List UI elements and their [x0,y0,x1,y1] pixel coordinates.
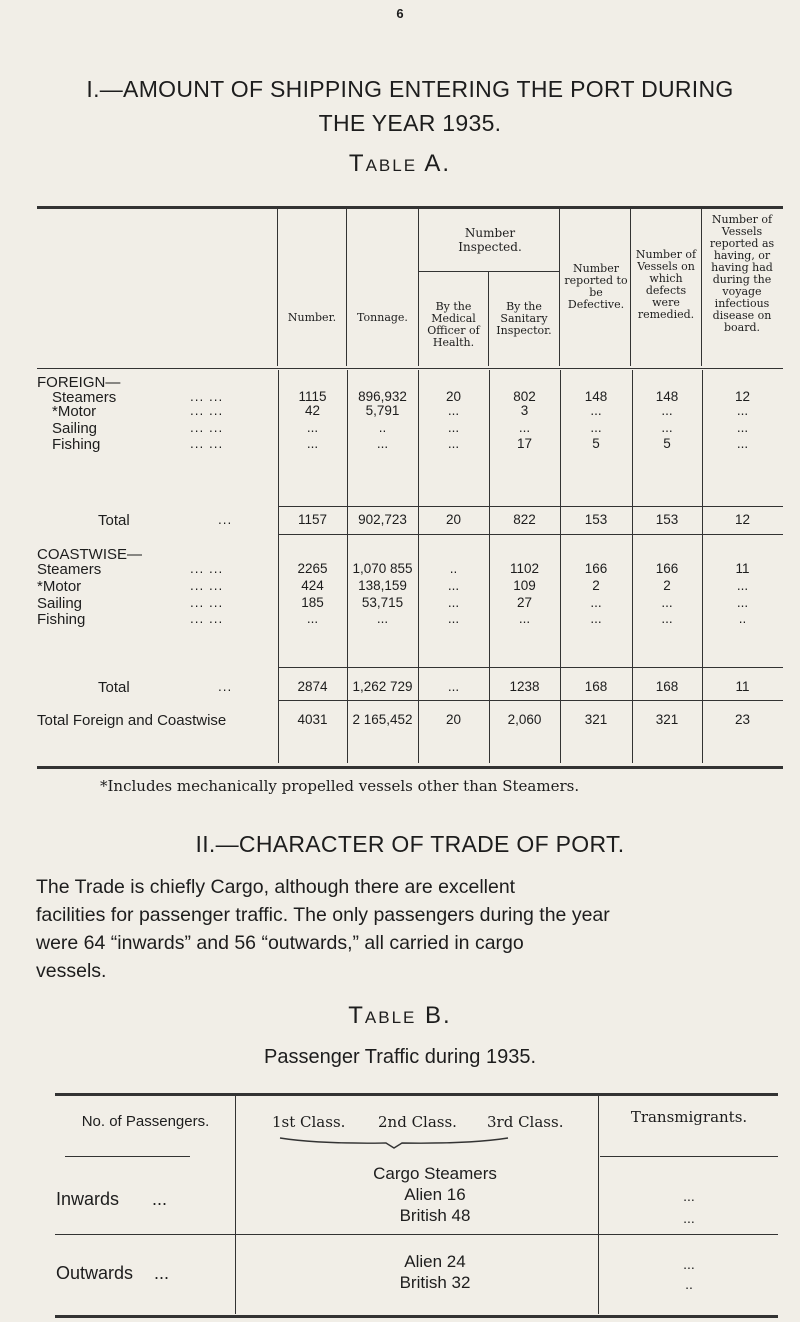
inwards-transmigrants [600,1185,778,1229]
table-cell: 168 [584,679,608,694]
outwards-transmigrants-line: .. [685,1276,693,1292]
outwards-transmigrants [600,1254,778,1294]
table-cell: ... [661,403,673,418]
table-cell: 1102 [509,561,540,576]
table-cell: ... [306,436,319,451]
table-cell: 2 165,452 [352,712,413,727]
outwards-detail-line: Alien 24 [404,1252,466,1271]
table-cell: ... [590,420,602,435]
paragraph-line: facilities for passenger traffic. The only passengers during the year [36,904,610,926]
table-cell: ... [736,595,749,610]
row-leader-dots: ... ... [190,420,224,435]
table-a-label: Table A. [348,150,452,177]
header-defects-remedied: Number of Vessels on which defects were remedied. [635,248,697,321]
header-no-of-passengers: No. of Passengers. [81,1113,210,1130]
row-leader-dots: ... ... [190,389,224,404]
header-2nd-class: 2nd Class. [378,1113,457,1131]
foreign-label: FOREIGN— [37,374,121,391]
row-label: Fishing [52,436,101,453]
row-label: Total [98,679,130,696]
class-brace [278,1135,510,1149]
inwards-detail-line: Alien 16 [404,1185,466,1204]
table-cell: ... [736,578,749,593]
table-cell: 17 [516,436,533,451]
outwards-detail [370,1251,500,1293]
inwards-transmigrants-line: ... [683,1210,695,1226]
table-cell: 153 [584,512,608,527]
row-leader-dots: ... ... [190,436,224,451]
table-cell: ... [518,420,531,435]
section-2-title: II.—CHARACTER OF TRADE OF PORT. [195,831,625,857]
table-cell: 148 [655,389,679,404]
table-cell: ... [376,436,389,451]
table-cell: 166 [655,561,679,576]
outwards-label [56,1263,169,1284]
outwards-label-text: Outwards [56,1263,134,1283]
row-leader-dots: ... ... [190,578,224,593]
table-cell: 802 [513,389,536,404]
page-number: 6 [396,6,404,21]
table-cell: 109 [513,578,536,593]
paragraph-line: The Trade is chiefly Cargo, although there are excellent [36,876,516,898]
table-cell: ... [518,611,531,626]
table-cell: 42 [304,403,321,418]
inwards-transmigrants-line: ... [683,1188,695,1204]
row-label: Sailing [37,595,83,612]
table-cell: 321 [655,712,679,727]
table-cell: 153 [655,512,679,527]
table-cell: 896,932 [358,389,407,404]
row-leader-dots: ... [218,512,233,527]
section-1-title-cont: THE YEAR 1935. [318,110,502,136]
table-cell: 1,070 855 [352,561,413,576]
table-cell: 148 [584,389,608,404]
table-cell: 5 [592,436,600,451]
table-cell: 5 [663,436,671,451]
table-cell: 1115 [298,389,327,404]
row-label: Steamers [52,389,117,406]
table-cell: 902,723 [358,512,407,527]
table-cell: ... [590,611,602,626]
table-cell: ... [306,611,319,626]
row-leader-dots: ... ... [190,561,224,576]
table-cell: 822 [513,512,536,527]
table-cell: 23 [734,712,751,727]
table-cell: 1157 [297,512,328,527]
table-cell: 2 [592,578,600,593]
header-1st-class: 1st Class. [272,1113,346,1131]
table-cell: ... [376,611,389,626]
table-cell: .. [738,611,747,626]
table-cell: 12 [734,389,751,404]
table-cell: 20 [445,389,462,404]
row-label: Total [98,512,130,529]
header-number-inspected: Number Inspected. [458,226,522,254]
outwards-dots: ... [154,1263,170,1283]
table-cell: 168 [655,679,679,694]
table-cell: ... [736,436,749,451]
inwards-label-text: Inwards [56,1189,120,1209]
table-cell: ... [447,595,460,610]
table-cell: 20 [445,512,462,527]
paragraph-line: vessels. [36,960,107,982]
table-cell: ... [447,611,460,626]
table-cell: 2265 [297,561,328,576]
header-number: Number. [287,311,337,324]
table-cell: 5,791 [365,403,400,418]
row-leader-dots: ... ... [190,595,224,610]
row-leader-dots: ... ... [190,403,224,418]
table-cell: ... [661,595,673,610]
table-b-subtitle: Passenger Traffic during 1935. [263,1046,537,1068]
row-label: *Motor [37,578,82,595]
table-cell: ... [447,403,460,418]
table-cell: .. [449,561,458,576]
table-cell: ... [447,679,460,694]
table-cell: ... [447,420,460,435]
outwards-transmigrants-line: ... [683,1256,695,1272]
table-cell: ... [736,403,749,418]
outwards-detail-line: British 32 [399,1273,471,1292]
table-cell: ... [661,611,673,626]
table-cell: ... [590,403,602,418]
header-infectious-disease: Number of Vessels reported as having, or having had during the voyage infectious disease on board. [709,213,775,334]
table-cell: 4031 [297,712,328,727]
table-cell: ... [590,595,602,610]
table-cell: ... [736,420,749,435]
table-cell: 11 [735,561,750,576]
table-cell: 321 [584,712,608,727]
table-cell: 138,159 [358,578,407,593]
inwards-detail-line: Cargo Steamers [373,1164,497,1183]
table-cell: 27 [516,595,533,610]
inwards-detail [370,1163,500,1226]
table-cell: 53,715 [361,595,404,610]
section-1-title: I.—AMOUNT OF SHIPPING ENTERING THE PORT DURING [86,76,734,102]
row-leader-dots: ... [218,679,233,694]
table-cell: 2 [663,578,671,593]
table-cell: 424 [301,578,324,593]
table-cell: 166 [584,561,608,576]
header-by-medical-officer: By the Medical Officer of Health. [427,300,480,349]
table-cell: 1238 [509,679,540,694]
footnote: *Includes mechanically propelled vessels other than Steamers. [100,777,580,795]
table-cell: 2,060 [507,712,542,727]
header-tonnage: Tonnage. [357,311,408,324]
coastwise-label: COASTWISE— [37,546,143,563]
header-by-sanitary-inspector: By the Sanitary Inspector. [496,300,552,337]
paragraph-line: were 64 “inwards” and 56 “outwards,” all carried in cargo [36,932,524,954]
table-cell: ... [447,578,460,593]
table-cell: 3 [520,403,529,418]
row-label: Total Foreign and Coastwise [37,712,227,729]
header-3rd-class: 3rd Class. [487,1113,564,1131]
inwards-label [56,1189,167,1210]
table-cell: .. [378,420,387,435]
row-label: Fishing [37,611,86,628]
header-reported-defective: Number reported to be Defective. [564,262,628,311]
table-cell: 11 [735,679,750,694]
table-cell: 20 [445,712,462,727]
table-cell: ... [306,420,319,435]
row-label: Steamers [37,561,102,578]
table-b-label: Table B. [348,1002,452,1029]
row-label: *Motor [52,403,97,420]
table-cell: 12 [734,512,751,527]
inwards-dots: ... [152,1189,168,1209]
table-cell: ... [661,420,673,435]
table-cell: 1,262 729 [352,679,413,694]
row-leader-dots: ... ... [190,611,224,626]
header-transmigrants: Transmigrants. [630,1108,748,1126]
table-cell: 2874 [297,679,328,694]
table-cell: ... [447,436,460,451]
inwards-detail-line: British 48 [399,1206,471,1225]
table-cell: 185 [301,595,324,610]
row-label: Sailing [52,420,98,437]
